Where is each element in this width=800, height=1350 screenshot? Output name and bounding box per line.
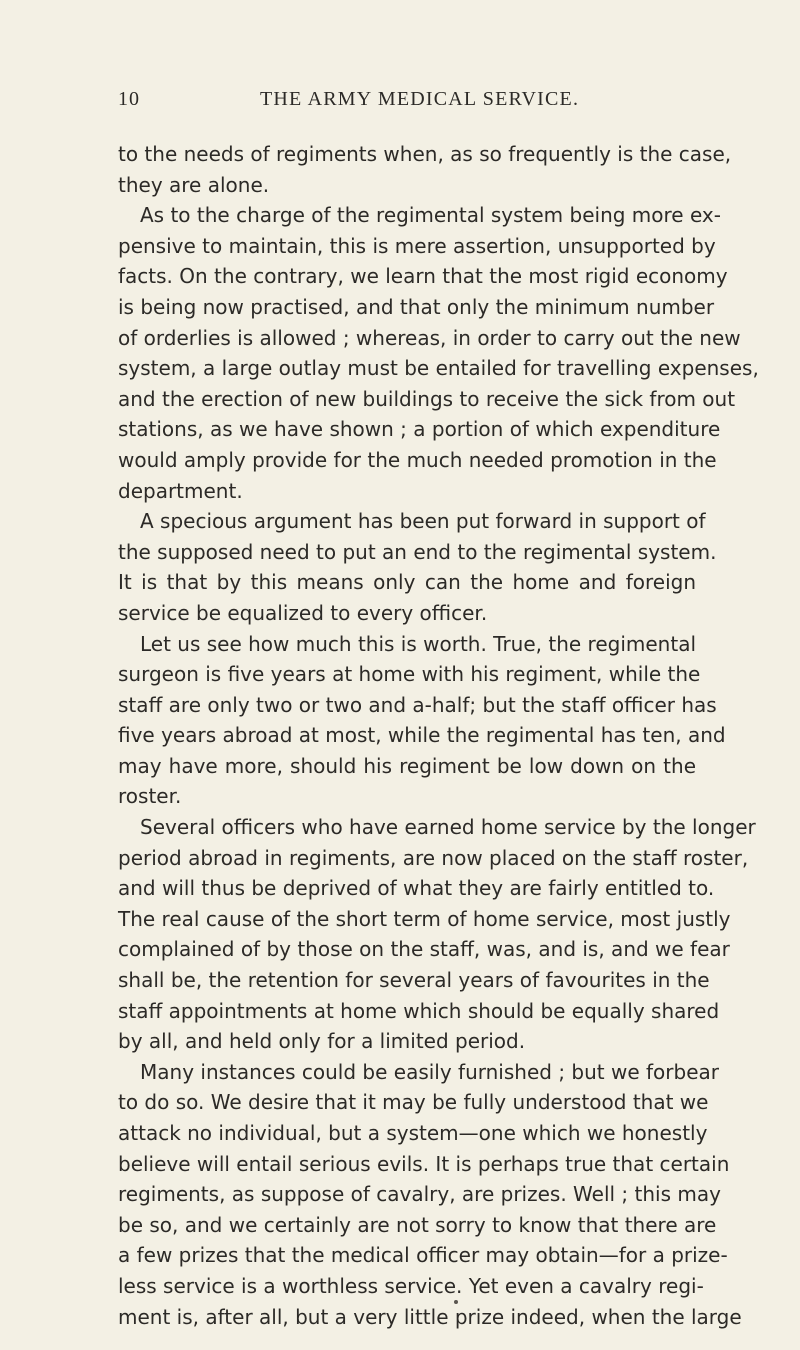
text-line: believe will entail serious evils. It is perhaps true that certain [118,1151,730,1176]
text-line: A specious argument has been put forward in support of [140,509,706,534]
text-line: by all, and held only for a limited period. [118,1029,526,1054]
text-line: stations, as we have shown ; a portion of which expenditure [118,417,721,442]
running-head: THE ARMY MEDICAL SERVICE. [260,88,580,110]
text-line: ment is, after all, but a very little prize indeed, when the large [118,1304,742,1329]
text-line: period abroad in regiments, are now placed on the staff roster, [118,845,749,870]
text-line: facts. On the contrary, we learn that the most rigid economy [118,264,728,289]
text-line: surgeon is five years at home with his regiment, while the [118,662,701,687]
text-line: system, a large outlay must be entailed for travelling expenses, [118,356,759,381]
text-line: shall be, the retention for several years of favourites in the [118,968,710,993]
text-line: may have more, should his regiment be low down on the [118,753,696,778]
text-line: service be equalized to every officer. [118,600,488,625]
text-line: of orderlies is allowed ; whereas, in order to carry out the new [118,325,741,350]
text-line: roster. [118,784,182,809]
page-header [118,88,690,118]
text-line: be so, and we certainly are not sorry to know that there are [118,1212,717,1237]
text-line: less service is a worthless service. Yet even a cavalry regi- [118,1273,704,1298]
text-line: complained of by those on the staff, was, and is, and we fear [118,937,730,962]
text-line: and will thus be deprived of what they are fairly entitled to. [118,876,715,901]
text-line: Many instances could be easily furnished ; but we forbear [140,1059,719,1084]
page-speck [454,1300,458,1304]
text-line: department. [118,478,243,503]
text-line: attack no individual, but a system—one which we honestly [118,1121,708,1145]
text-line: staff appointments at home which should be equally shared [118,998,720,1023]
text-line: would amply provide for the much needed promotion in the [118,447,717,472]
text-line: is being now practised, and that only the minimum number [118,294,715,319]
text-line: As to the charge of the regimental system being more ex- [140,203,721,228]
text-line: pensive to maintain, this is mere assertion, unsupported by [118,233,716,258]
text-line: they are alone. [118,172,270,197]
text-line: Several officers who have earned home service by the longer [140,815,756,840]
text-line: staff are only two or two and a-half; but the staff officer has [118,692,717,717]
text-line: regiments, as suppose of cavalry, are prizes. Well ; this may [118,1182,721,1207]
text-line: and the erection of new buildings to receive the sick from out [118,386,736,411]
text-line: to the needs of regiments when, as so frequently is the case, [118,142,732,166]
text-line: It is that by this means only can the home and foreign [118,570,696,595]
text-line: to do so. We desire that it may be fully understood that we [118,1090,709,1115]
text-line: Let us see how much this is worth. True, the regimental [140,631,697,656]
text-line: five years abroad at most, while the regimental has ten, and [118,723,726,748]
text-line: the supposed need to put an end to the regimental system. [118,539,717,564]
body-text [118,139,759,1332]
text-line: a few prizes that the medical officer may obtain—for a prize- [118,1243,728,1268]
page-number: 10 [118,88,140,110]
text-line: The real cause of the short term of home service, most justly [118,906,731,931]
